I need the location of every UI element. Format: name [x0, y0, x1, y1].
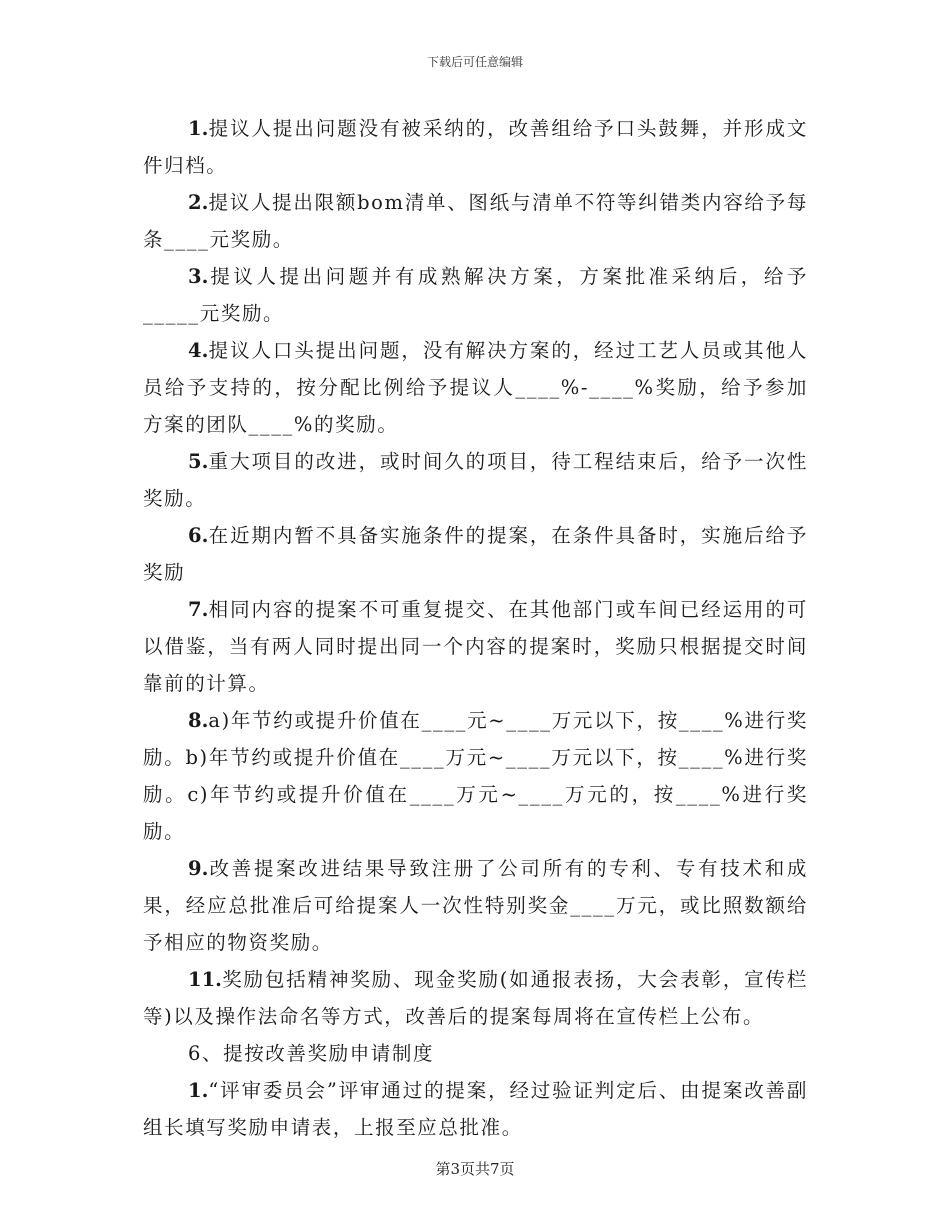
item-number: 5. [188, 450, 209, 473]
item-text: 相同内容的提案不可重复提交、在其他部门或车间已经运用的可以借鉴，当有两人同时提出同一个内容的提案时，奖励只根据提交时间靠前的计算。 [143, 598, 808, 695]
item-number: 1. [188, 117, 209, 140]
paragraph-9 [143, 850, 808, 961]
section-heading [143, 1035, 808, 1072]
paragraph-5 [143, 443, 808, 517]
page-header: 下载后可任意编辑 [426, 55, 523, 69]
item-number: 1. [188, 1079, 209, 1102]
item-text: 改善提案改进结果导致注册了公司所有的专利、专有技术和成果，经应总批准后可给提案人一次性特别奖金____万元，或比照数额给予相应的物资奖励。 [143, 857, 808, 954]
paragraph-2 [143, 184, 808, 258]
section-heading-text: 6、提按改善奖励申请制度 [188, 1042, 435, 1065]
paragraph-section6-1 [143, 1072, 808, 1146]
document-body [143, 110, 808, 1146]
paragraph-8 [143, 702, 808, 850]
item-text: 在近期内暂不具备实施条件的提案，在条件具备时，实施后给予奖励 [143, 524, 808, 584]
paragraph-1 [143, 110, 808, 184]
paragraph-3 [143, 258, 808, 332]
item-number: 11. [188, 968, 222, 991]
item-text: a)年节约或提升价值在____元~____万元以下，按____%进行奖励。b)年节约或提升价值在____万元~____万元以下，按____%进行奖励。c)年节约或提升价值在____万元~____万元的，按____%进行奖励。 [143, 709, 808, 843]
paragraph-11 [143, 961, 808, 1035]
item-text: “评审委员会”评审通过的提案，经过验证判定后、由提案改善副组长填写奖励申请表，上报至应总批准。 [143, 1079, 808, 1139]
item-text: 提议人口头提出问题，没有解决方案的，经过工艺人员或其他人员给予支持的，按分配比例给予提议人____%-____%奖励，给予参加方案的团队____%的奖励。 [143, 339, 808, 436]
item-number: 2. [188, 191, 209, 214]
item-number: 6. [188, 524, 209, 547]
item-number: 4. [188, 339, 209, 362]
item-text: 提议人提出限额bom清单、图纸与清单不符等纠错类内容给予每条____元奖励。 [143, 191, 808, 251]
item-text: 奖励包括精神奖励、现金奖励(如通报表扬，大会表彰，宣传栏等)以及操作法命名等方式，改善后的提案每周将在宣传栏上公布。 [143, 968, 808, 1028]
item-number: 7. [188, 598, 209, 621]
item-number: 8. [188, 709, 209, 732]
page-footer: 第3页共7页 [435, 1160, 515, 1178]
item-number: 3. [188, 265, 209, 288]
paragraph-4 [143, 332, 808, 443]
item-text: 提议人提出问题并有成熟解决方案，方案批准采纳后，给予_____元奖励。 [143, 265, 808, 325]
item-number: 9. [188, 857, 209, 880]
item-text: 重大项目的改进，或时间久的项目，待工程结束后，给予一次性奖励。 [143, 450, 808, 510]
item-text: 提议人提出问题没有被采纳的，改善组给予口头鼓舞，并形成文件归档。 [143, 117, 808, 177]
paragraph-6 [143, 517, 808, 591]
paragraph-7 [143, 591, 808, 702]
